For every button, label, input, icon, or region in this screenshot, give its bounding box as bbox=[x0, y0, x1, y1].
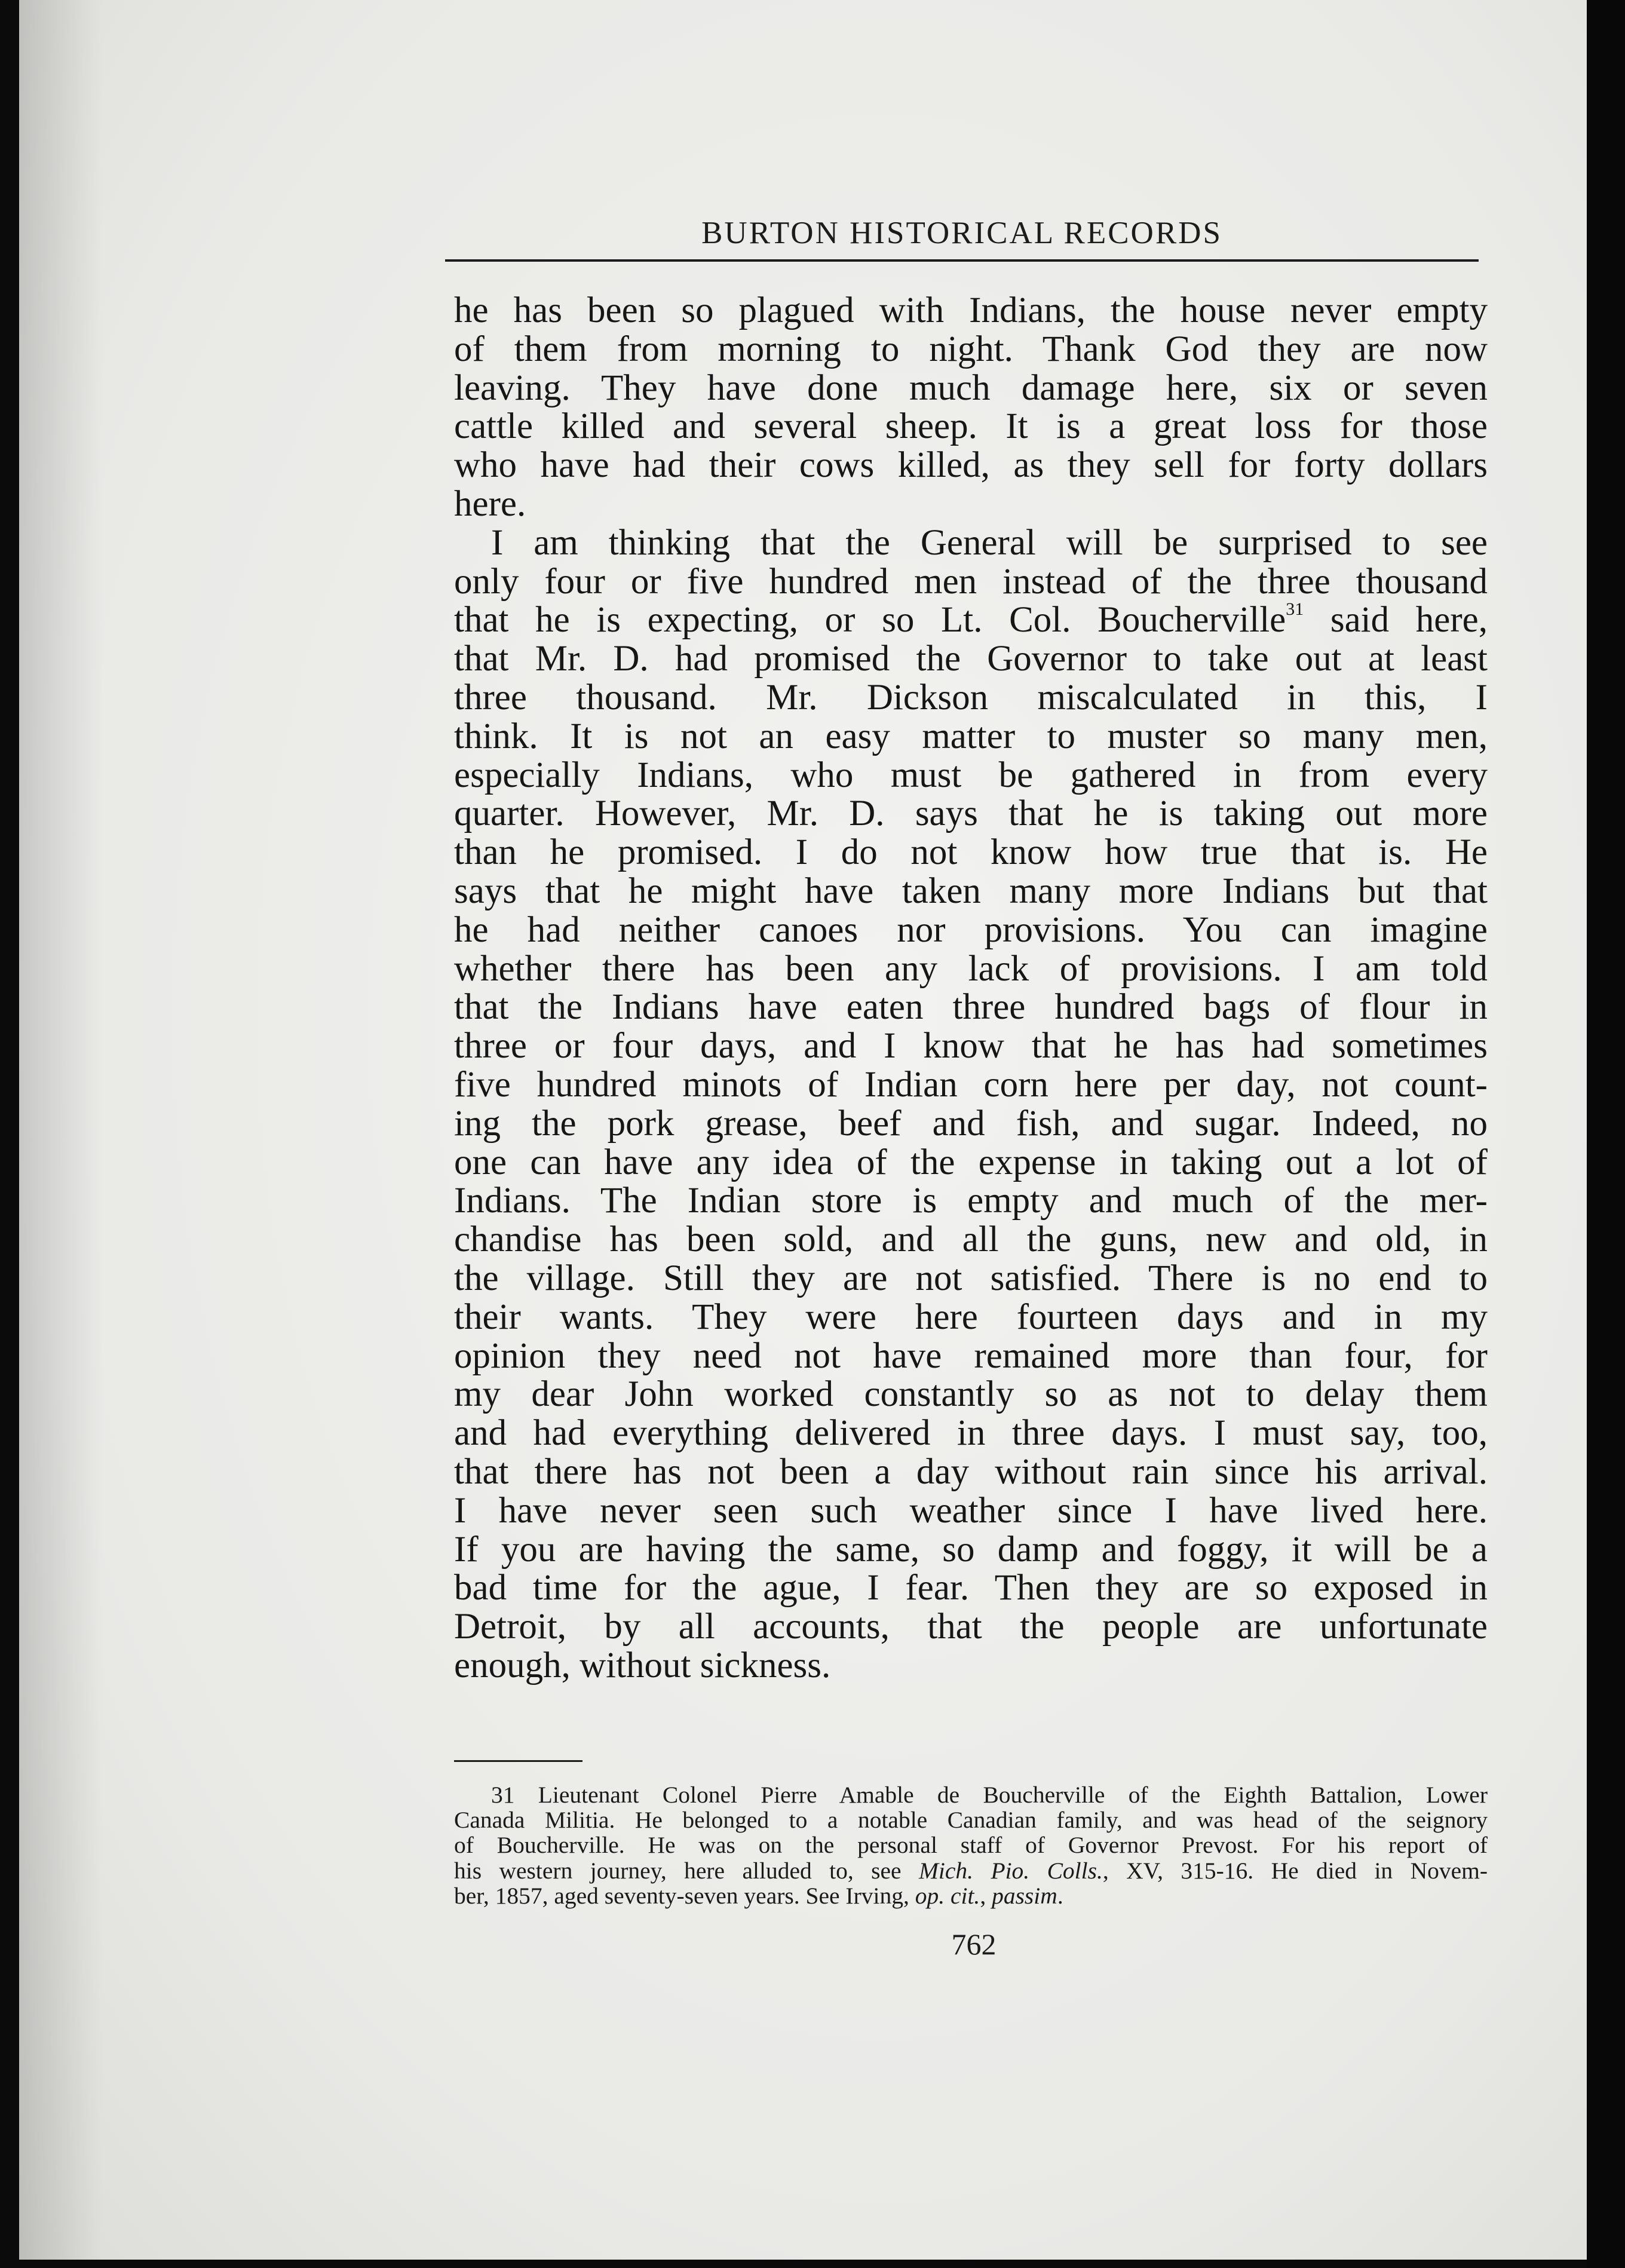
body-line: If you are having the same, so damp and foggy, it will be a bbox=[454, 1529, 1488, 1570]
body-line: than he promised. I do not know how true that is. He bbox=[454, 832, 1488, 873]
body-line-text: said here, bbox=[1304, 600, 1488, 640]
footnote-line bbox=[454, 1883, 1488, 1908]
body-line: especially Indians, who must be gathered in from every bbox=[454, 755, 1488, 795]
body-line: I am thinking that the General will be surprised to see bbox=[491, 522, 1488, 563]
body-line: quarter. However, Mr. D. says that he is taking out more bbox=[454, 793, 1488, 834]
footnote-reference: 31 bbox=[1286, 599, 1304, 620]
body-line: that Mr. D. had promised the Governor to take out at least bbox=[454, 639, 1488, 679]
footnote-italic: Mich. Pio. Colls. bbox=[919, 1857, 1103, 1884]
body-line: Indians. The Indian store is empty and much of the mer- bbox=[454, 1181, 1488, 1221]
scan-border bbox=[1587, 0, 1625, 2268]
page-gutter-shadow bbox=[19, 0, 103, 2260]
body-line: think. It is not an easy matter to muster so many men, bbox=[454, 716, 1488, 756]
footnote-line-text: , XV, 315-16. He died in Novem- bbox=[1102, 1857, 1488, 1884]
body-line: five hundred minots of Indian corn here per day, not count- bbox=[454, 1064, 1488, 1105]
footnote-line bbox=[454, 1858, 1488, 1883]
body-line: one can have any idea of the expense in taking out a lot of bbox=[454, 1142, 1488, 1182]
footnote bbox=[454, 1782, 1488, 1908]
page-number: 762 bbox=[951, 1927, 997, 1961]
footnote-line bbox=[454, 1782, 1488, 1807]
body-line: my dear John worked constantly so as not to delay them bbox=[454, 1374, 1488, 1415]
footnote-rule bbox=[454, 1760, 582, 1762]
body-line: bad time for the ague, I fear. Then they are so exposed in bbox=[454, 1568, 1488, 1608]
body-line: cattle killed and several sheep. It is a great loss for those bbox=[454, 406, 1488, 447]
footnote-line-text: , bbox=[980, 1882, 992, 1909]
running-head: BURTON HISTORICAL RECORDS bbox=[701, 216, 1222, 250]
body-line: ing the pork grease, beef and fish, and sugar. Indeed, no bbox=[454, 1103, 1488, 1144]
body-line: their wants. They were here fourteen days and in my bbox=[454, 1297, 1488, 1337]
footnote-line-text: ber, 1857, aged seventy-seven years. See Irving, bbox=[454, 1882, 915, 1909]
body-line: that there has not been a day without rain since his arrival. bbox=[454, 1451, 1488, 1492]
body-line: enough, without sickness. bbox=[454, 1645, 831, 1685]
body-line: chandise has been sold, and all the guns, new and old, in bbox=[454, 1219, 1488, 1260]
body-line: the village. Still they are not satisfied. There is no end to bbox=[454, 1258, 1488, 1298]
body-line: says that he might have taken many more Indians but that bbox=[454, 871, 1488, 911]
body-line: who have had their cows killed, as they sell for forty dollars bbox=[454, 445, 1488, 486]
body-line: here. bbox=[454, 483, 526, 524]
body-line: I have never seen such weather since I have lived here. bbox=[454, 1490, 1488, 1531]
body-line: and had everything delivered in three days. I must say, too, bbox=[454, 1413, 1488, 1454]
footnote-marker: 31 bbox=[491, 1782, 515, 1808]
body-line: that the Indians have eaten three hundred bags of flour in bbox=[454, 987, 1488, 1028]
body-line: he had neither canoes nor provisions. You can imagine bbox=[454, 909, 1488, 950]
body-line: only four or five hundred men instead of the three thousand bbox=[454, 561, 1488, 602]
footnote-line: Canada Militia. He belonged to a notable Canadian family, and was head of the seignory bbox=[454, 1807, 1488, 1834]
body-line: Detroit, by all accounts, that the people are unfortunate bbox=[454, 1607, 1488, 1647]
body-line: he has been so plagued with Indians, the house never empty bbox=[454, 290, 1488, 330]
footnote-line-text: his western journey, here alluded to, see bbox=[454, 1857, 919, 1884]
body-line: whether there has been any lack of provisions. I am told bbox=[454, 948, 1488, 989]
body-line: leaving. They have done much damage here, six or seven bbox=[454, 367, 1488, 408]
running-head-rule bbox=[445, 259, 1479, 262]
footnote-line-text: . bbox=[1057, 1882, 1063, 1909]
body-line-text: that he is expecting, or so Lt. Col. Boucherville bbox=[454, 600, 1286, 640]
body-line: three or four days, and I know that he has had sometimes bbox=[454, 1026, 1488, 1066]
body-line: of them from morning to night. Thank God they are now bbox=[454, 329, 1488, 369]
footnote-line: of Boucherville. He was on the personal staff of Governor Prevost. For his report of bbox=[454, 1832, 1488, 1859]
footnote-line-text: Lieutenant Colonel Pierre Amable de Boucherville of the Eighth Battalion, Lower bbox=[514, 1782, 1488, 1808]
footnote-italic: passim bbox=[992, 1882, 1057, 1909]
footnote-italic: op. cit. bbox=[915, 1882, 980, 1909]
body-line: three thousand. Mr. Dickson miscalculated in this, I bbox=[454, 677, 1488, 718]
body-text bbox=[454, 292, 1488, 1685]
body-line bbox=[454, 601, 1488, 640]
body-line: opinion they need not have remained more than four, for bbox=[454, 1335, 1488, 1376]
